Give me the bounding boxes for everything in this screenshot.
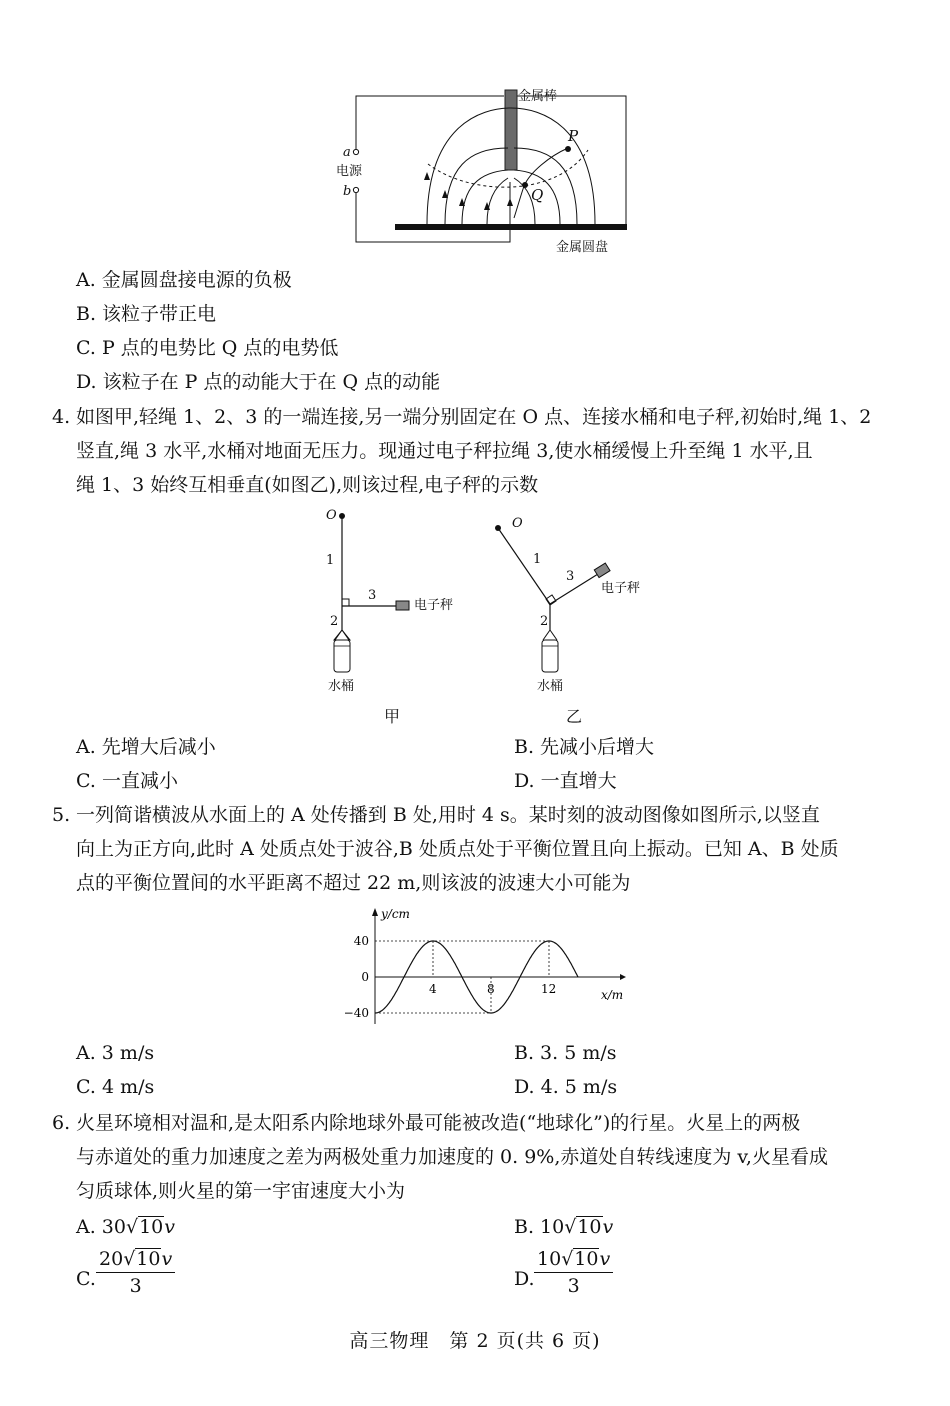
power-label: 电源 — [336, 164, 363, 179]
q6-option-c-label: C. — [76, 1268, 96, 1290]
q6-option-b-radicand: 10 — [577, 1216, 602, 1238]
q6-option-b — [514, 1214, 613, 1240]
y-tick-label-1: 0 — [361, 970, 369, 984]
q6-option-d-radicand: 10 — [574, 1248, 599, 1270]
q4-option-a: A. 先增大后减小 — [76, 736, 216, 758]
q4b-rope1-label: 1 — [533, 552, 542, 567]
q5-chart — [335, 902, 635, 1032]
q6-option-b-prefix: B. 10 — [514, 1216, 565, 1238]
q3-field-diagram — [330, 86, 630, 262]
q4a-o-label: O — [326, 508, 337, 523]
wave-chart-svg — [335, 902, 635, 1032]
q6-option-a-radicand: 10 — [139, 1216, 164, 1238]
q6-line-2: 与赤道处的重力加速度之差为两极处重力加速度的 0. 9%,赤道处自转线速度为 v,火星看成 — [76, 1146, 828, 1168]
q4-number: 4. — [52, 406, 71, 428]
q4b-rope3-label: 3 — [566, 569, 575, 584]
x-tick-label-1: 8 — [487, 982, 495, 996]
q3-option-d: D. 该粒子在 P 点的动能大于在 Q 点的动能 — [76, 371, 441, 393]
q3-figure — [330, 86, 630, 262]
point-p — [565, 146, 571, 152]
q6-option-c-fraction — [96, 1248, 175, 1297]
q4a-rope1-label: 1 — [326, 553, 335, 568]
x-tick-label-0: 4 — [429, 982, 437, 996]
q4-line-1: 如图甲,轻绳 1、2、3 的一端连接,另一端分别固定在 O 点、连接水桶和电子秤,初始时,绳 1、2 — [76, 406, 872, 428]
x-tick-label-2: 12 — [541, 982, 557, 996]
q4b-caption: 乙 — [566, 707, 583, 726]
q6-option-b-var: v — [602, 1216, 614, 1238]
q6-option-a — [76, 1214, 175, 1240]
q6-option-d-label: D. — [514, 1268, 535, 1290]
p-label: P — [568, 127, 579, 145]
sqrt-sign: √ — [561, 1248, 574, 1270]
x-axis-label: x/m — [601, 988, 624, 1002]
y-tick-label-2: −40 — [343, 1006, 369, 1020]
q3-option-a: A. 金属圆盘接电源的负极 — [76, 269, 292, 291]
q4a-rope2-label: 2 — [330, 614, 339, 629]
q-label: Q — [531, 186, 544, 204]
q4-option-b: B. 先减小后增大 — [514, 736, 655, 758]
sqrt-sign: √ — [123, 1248, 136, 1270]
q4b-o-label: O — [512, 516, 523, 531]
q5-option-c: C. 4 m/s — [76, 1076, 155, 1098]
q4-line-2: 竖直,绳 3 水平,水桶对地面无压力。现通过电子秤拉绳 3,使水桶缓慢上升至绳 1 水平,且 — [76, 440, 813, 462]
q4-figure-b — [480, 506, 650, 696]
page-footer: 高三物理 第 2 页(共 6 页) — [349, 1330, 601, 1352]
q5-option-d: D. 4. 5 m/s — [514, 1076, 618, 1098]
q4a-scale-label: 电子秤 — [414, 598, 454, 613]
q4b-scale-label: 电子秤 — [601, 581, 641, 596]
q5-option-a: A. 3 m/s — [76, 1042, 155, 1064]
q4-option-d: D. 一直增大 — [514, 770, 617, 792]
q6-option-a-prefix: A. 30 — [76, 1216, 126, 1238]
q4-option-c: C. 一直减小 — [76, 770, 178, 792]
terminal-b-label: b — [343, 184, 352, 199]
q5-number: 5. — [52, 804, 71, 826]
rod-label: 金属棒 — [518, 89, 558, 104]
x-axis-arrow — [620, 974, 626, 980]
q5-line-2: 向上为正方向,此时 A 处质点处于波谷,B 处质点处于平衡位置且向上振动。已知 A、B 处质 — [76, 838, 839, 860]
q6-option-d-fraction — [534, 1248, 613, 1297]
q6-option-d-var: v — [599, 1248, 611, 1270]
point-q — [522, 182, 528, 188]
q6-option-c-denominator: 3 — [129, 1275, 142, 1297]
q6-option-c-radicand: 10 — [136, 1248, 161, 1270]
disk-label: 金属圆盘 — [556, 240, 609, 255]
q5-line-3: 点的平衡位置间的水平距离不超过 22 m,则该波的波速大小可能为 — [76, 872, 631, 894]
terminal-a-label: a — [343, 145, 351, 160]
q4a-bucket-label: 水桶 — [328, 679, 355, 694]
q4b-rope2-label: 2 — [540, 614, 549, 629]
sqrt-sign: √ — [564, 1216, 577, 1238]
q6-option-d-coef: 10 — [537, 1248, 562, 1270]
q6-option-d-numerator — [534, 1248, 613, 1273]
sqrt-sign: √ — [125, 1216, 139, 1238]
q6-option-c-var: v — [161, 1248, 173, 1270]
q4b-bucket-label: 水桶 — [537, 679, 564, 694]
q4-figure-b-drawing — [480, 506, 650, 696]
q6-option-a-var: v — [164, 1216, 176, 1238]
y-axis-label: y/cm — [381, 907, 410, 921]
q6-number: 6. — [52, 1112, 71, 1134]
q6-line-3: 匀质球体,则火星的第一宇宙速度大小为 — [76, 1180, 406, 1202]
q4a-rope3-label: 3 — [368, 588, 377, 603]
q6-line-1: 火星环境相对温和,是太阳系内除地球外最可能被改造(“地球化”)的行星。火星上的两极 — [76, 1112, 801, 1134]
y-tick-label-0: 40 — [353, 934, 369, 948]
y-axis-arrow — [372, 908, 378, 916]
q6-option-c-numerator — [96, 1248, 175, 1273]
q5-option-b: B. 3. 5 m/s — [514, 1042, 617, 1064]
q5-line-1: 一列简谐横波从水面上的 A 处传播到 B 处,用时 4 s。某时刻的波动图像如图所示,以竖直 — [76, 804, 820, 826]
q3-option-c: C. P 点的电势比 Q 点的电势低 — [76, 337, 339, 359]
q4a-caption: 甲 — [384, 707, 401, 726]
q6-option-c-coef: 20 — [99, 1248, 124, 1270]
q4-line-3: 绳 1、3 始终互相垂直(如图乙),则该过程,电子秤的示数 — [76, 474, 539, 496]
q3-option-b: B. 该粒子带正电 — [76, 303, 217, 325]
q6-option-d-denominator: 3 — [567, 1275, 580, 1297]
